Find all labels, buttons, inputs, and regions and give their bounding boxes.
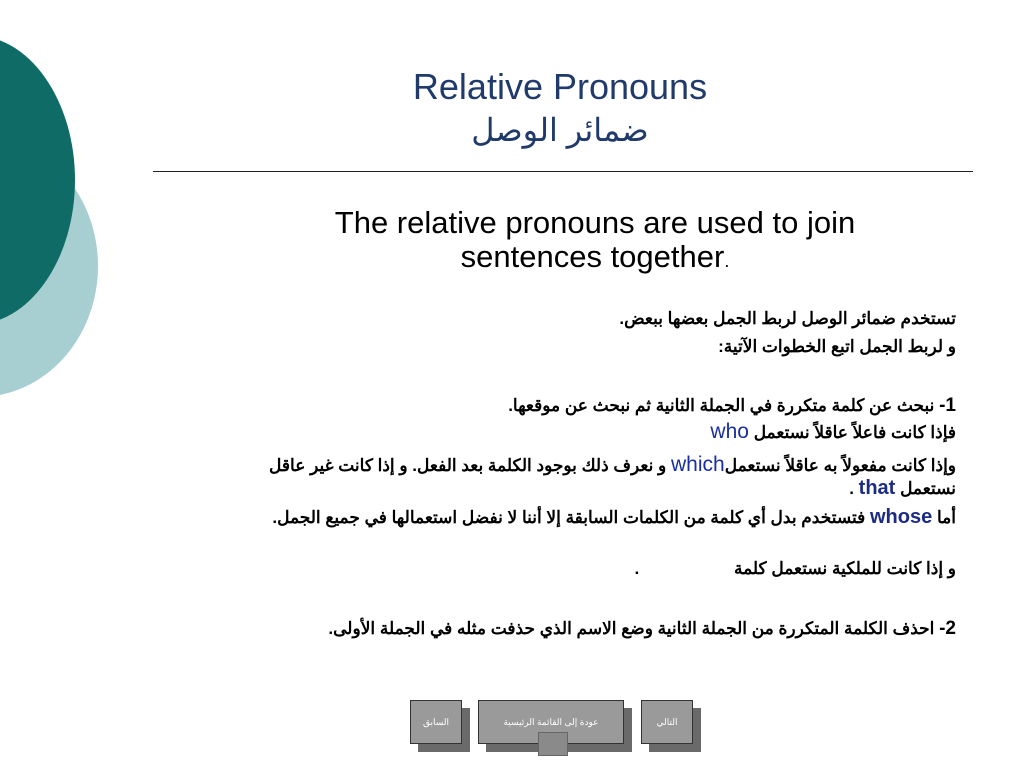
slide-subtitle-arabic: ضمائر الوصل (471, 112, 649, 148)
rule-who (536, 421, 956, 444)
step-2-text: احذف الكلمة المتكررة من الجملة الثانية وضع الاسم الذي حذفت مثله في الجملة الأولى. (328, 619, 935, 638)
rule-which-text-1: وإذا كانت مفعولاً به عاقلاً نستعمل (724, 456, 956, 475)
step-1-text: نبحث عن كلمة متكررة في الجملة الثانية ثم نبحث عن موقعها. (508, 396, 935, 415)
slide-title: Relative Pronouns (412, 66, 708, 107)
rule-whose (266, 506, 956, 529)
rule-whose-prefix: أما (936, 508, 956, 527)
step-1 (396, 395, 956, 417)
next-button-label: التالي (656, 716, 678, 727)
keyword-that: that (858, 477, 896, 499)
keyword-whose: whose (870, 506, 933, 528)
lead-text (230, 206, 960, 278)
lead-line-2: sentences together (460, 239, 725, 274)
home-button-label: عودة إلى القائمة الرئيسية (503, 716, 599, 727)
rule-whose-text: فتستخدم بدل أي كلمة من الكلمات السابقة إلا أننا لا نفضل استعمالها في جميع الجمل. (272, 508, 866, 527)
keyword-which: which (671, 453, 725, 476)
step-2 (236, 618, 956, 640)
paragraph-intro: تستخدم ضمائر الوصل لربط الجمل بعضها ببعض. (619, 309, 956, 328)
step-2-number: 2- (939, 618, 956, 639)
step-1-number: 1- (939, 395, 956, 416)
rule-possessive (596, 558, 956, 580)
rule-which (236, 454, 956, 500)
rule-who-text: فإذا كانت فاعلاً عاقلاً نستعمل (753, 423, 956, 442)
lead-line-1: The relative pronouns are used to join (334, 205, 856, 240)
title-divider (153, 171, 973, 172)
next-button[interactable] (641, 700, 693, 744)
paragraph-steps-intro: و لربط الجمل اتبع الخطوات الآتية: (718, 337, 956, 356)
home-icon (538, 732, 568, 756)
prev-button-label: السابق (422, 716, 450, 727)
prev-button[interactable] (410, 700, 462, 744)
rule-possessive-text: و إذا كانت للملكية نستعمل كلمة (733, 559, 956, 578)
lead-period: . (724, 251, 730, 271)
rule-that-period: . (849, 479, 854, 498)
keyword-who: who (710, 420, 749, 443)
rule-possessive-period: . (634, 559, 640, 578)
rule-which-text-2: و نعرف ذلك بوجود الكلمة بعد الفعل. و إذا كانت غير عاقل نستعمل (269, 456, 956, 498)
